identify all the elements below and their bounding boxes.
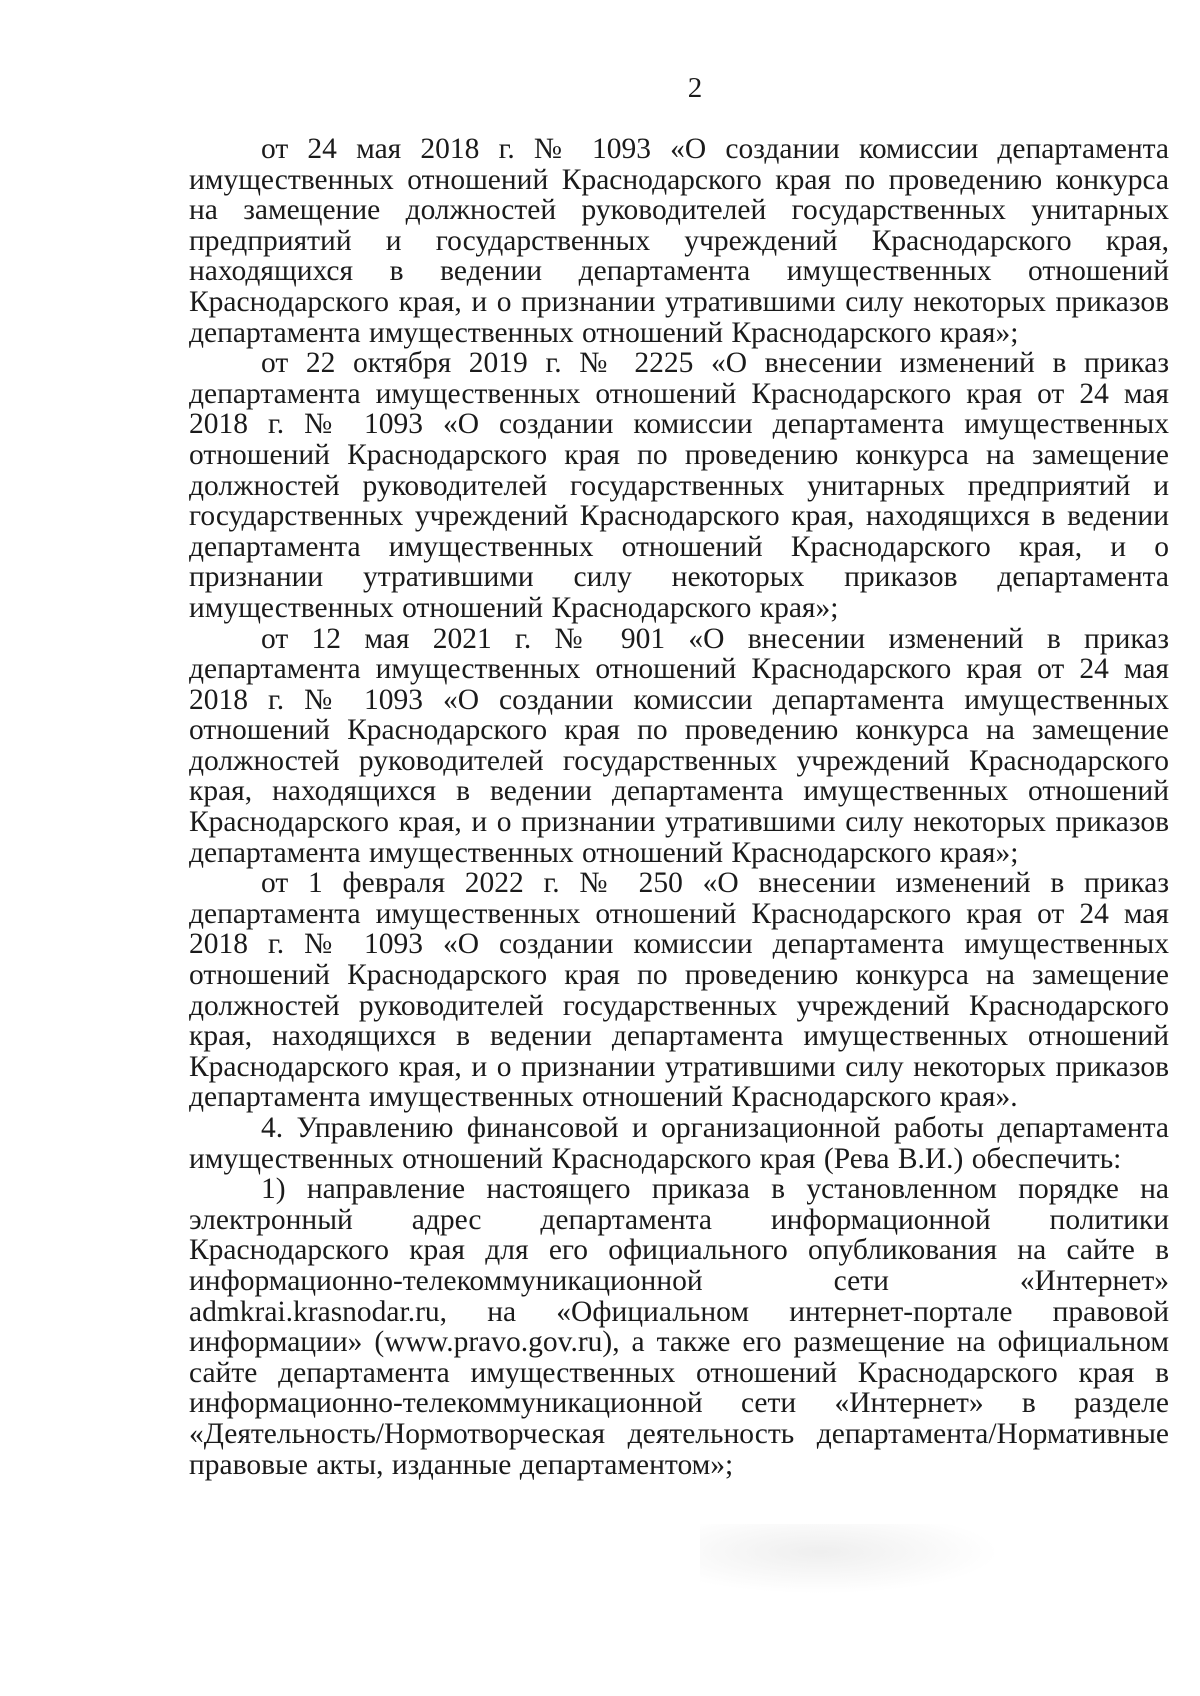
paragraph-order-2225: от 22 октября 2019 г. № 2225 «О внесении изменений в приказ департамента имущественных отношений Краснодарского края от 24 мая 2018 г. № 1093 «О создании комиссии департамента имущественных отношений Краснодарского края по проведению конкурса на замещение должностей руководителей государственных унитарных предприятий и государственных учреждений Краснодарского края, находящихся в ведении департамента имущественных отношений Краснодарского края, и о признании утратившими силу некоторых приказов департамента имущественных отношений Краснодарского края»; [189,347,1169,624]
scan-smudge [700,1524,1000,1594]
paragraph-order-1093: от 24 мая 2018 г. № 1093 «О создании комиссии департамента имущественных отношений Краснодарского края по проведению конкурса на замещение должностей руководителей государственных унитарных предприятий и государственных учреждений Краснодарского края, находящихся в ведении департамента имущественных отношений Краснодарского края, и о признании утратившими силу некоторых приказов департамента имущественных отношений Краснодарского края»; [189,133,1169,349]
paragraph-subitem-1: 1) направление настоящего приказа в установленном порядке на электронный адрес департамента информационной политики Краснодарского края для его официального опубликования на сайте в информационно-телекоммуникационной сети «Интернет» admkrai.krasnodar.ru, на «Официальном интернет-портале правовой информации» (www.pravo.gov.ru), а также его размещение на официальном сайте департамента имущественных отношений Краснодарского края в информационно-телекоммуникационной сети «Интернет» в разделе «Деятельность/Нормотворческая деятельность департамента/Нормативные правовые акты, изданные департаментом»; [189,1173,1169,1481]
page-number: 2 [687,72,703,104]
document-body [189,134,1169,1480]
paragraph-order-901: от 12 мая 2021 г. № 901 «О внесении изменений в приказ департамента имущественных отношений Краснодарского края от 24 мая 2018 г. № 1093 «О создании комиссии департамента имущественных отношений Краснодарского края по проведению конкурса на замещение должностей руководителей государственных учреждений Краснодарского края, находящихся в ведении департамента имущественных отношений Краснодарского края, и о признании утратившими силу некоторых приказов департамента имущественных отношений Краснодарского края»; [189,622,1169,869]
paragraph-item-4: 4. Управлению финансовой и организационной работы департамента имущественных отношений Краснодарского края (Рева В.И.) обеспечить: [189,1112,1169,1175]
paragraph-order-250: от 1 февраля 2022 г. № 250 «О внесении изменений в приказ департамента имущественных отношений Краснодарского края от 24 мая 2018 г. № 1093 «О создании комиссии департамента имущественных отношений Краснодарского края по проведению конкурса на замещение должностей руководителей государственных учреждений Краснодарского края, находящихся в ведении департамента имущественных отношений Краснодарского края, и о признании утратившими силу некоторых приказов департамента имущественных отношений Краснодарского края». [189,867,1169,1114]
